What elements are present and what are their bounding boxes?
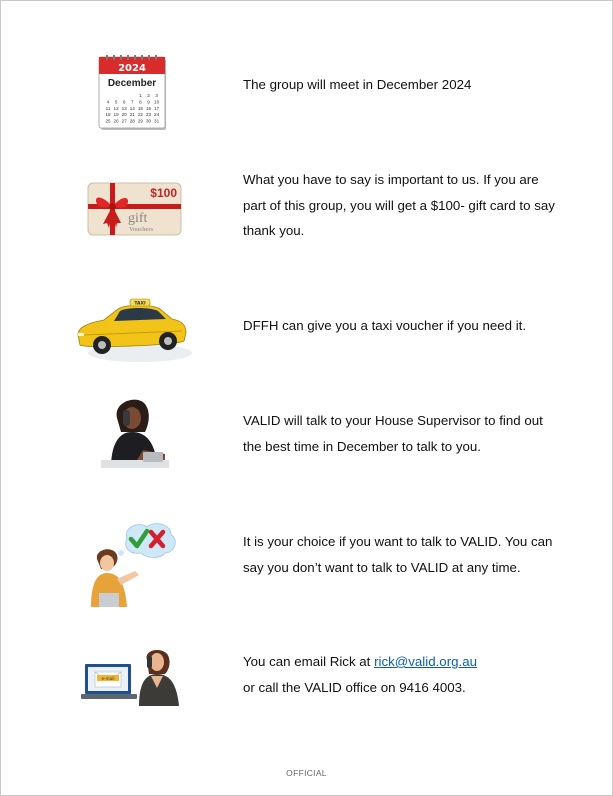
taxi-sign: TAXI [134,301,146,307]
calendar-day: 15 [137,105,143,111]
calendar-day: 3 [155,93,158,98]
calendar-day: 16 [145,105,152,111]
woman-thinking-choice-icon [91,519,179,607]
calendar-year: 2024 [118,63,146,74]
voucher-sub: Vouchers [129,226,154,233]
calendar-day: 7 [131,99,134,105]
your-choice-text: It is your choice if you want to talk to VALID. You can say you don’t want to talk to VALID at any time. [243,534,553,575]
calendar-day: 30 [145,118,152,124]
calendar-day: 4 [106,99,110,105]
calendar-day: 14 [129,105,135,111]
phone-line: or call the VALID office on 9416 4003. [243,679,466,695]
calendar-day: 29 [137,118,143,124]
taxi-text: DFFH can give you a taxi voucher if you need it. [243,318,527,333]
calendar-day: 10 [154,99,160,105]
calendar-month: December [107,78,157,89]
footer-classification: OFFICIAL [286,768,327,778]
calendar-day: 27 [121,118,127,124]
calendar-day: 24 [154,112,160,118]
woman-on-phone-icon [99,394,171,472]
calendar-day: 18 [105,112,111,118]
calendar-icon [98,55,169,131]
calendar-day: 5 [114,99,118,105]
calendar-day: 2 [147,93,150,98]
gift-voucher-icon [87,182,183,237]
calendar-day: 6 [122,99,126,105]
meeting-date-text: The group will meet in December 2024 [243,77,472,92]
calendar-day: 1 [139,93,142,98]
voucher-amount: $100 [150,186,177,200]
gift-card-text: What you have to say is important to us. If you are part of this group, you will get a $100- gift card to say thank you. [243,172,555,238]
email-line [243,649,563,675]
calendar-day: 31 [154,118,160,124]
email-graphic-label: e-mail [101,676,115,681]
laptop-email-and-woman-icon [81,648,183,706]
calendar-day: 17 [154,105,160,111]
calendar-day: 19 [113,112,119,118]
email-intro-text: You can email Rick at [243,654,375,669]
calendar-day: 12 [113,105,119,111]
calendar-day: 11 [105,105,111,111]
calendar-day: 9 [147,99,150,105]
house-supervisor-text: VALID will talk to your House Supervisor to find out the best time in December to talk to you. [243,413,543,454]
calendar-day: 22 [137,112,143,118]
calendar-day: 28 [129,118,135,124]
calendar-day: 21 [129,112,135,118]
calendar-day: 20 [121,112,127,118]
calendar-day: 25 [105,118,111,124]
calendar-day: 23 [145,112,152,118]
calendar-day: 26 [113,118,119,124]
calendar-day: 8 [139,99,142,105]
calendar-day: 13 [121,105,127,111]
contact-text-block [243,649,563,700]
taxi-icon [74,295,194,369]
email-link[interactable]: rick@valid.org.au [374,654,477,669]
voucher-word: gift [128,211,148,226]
